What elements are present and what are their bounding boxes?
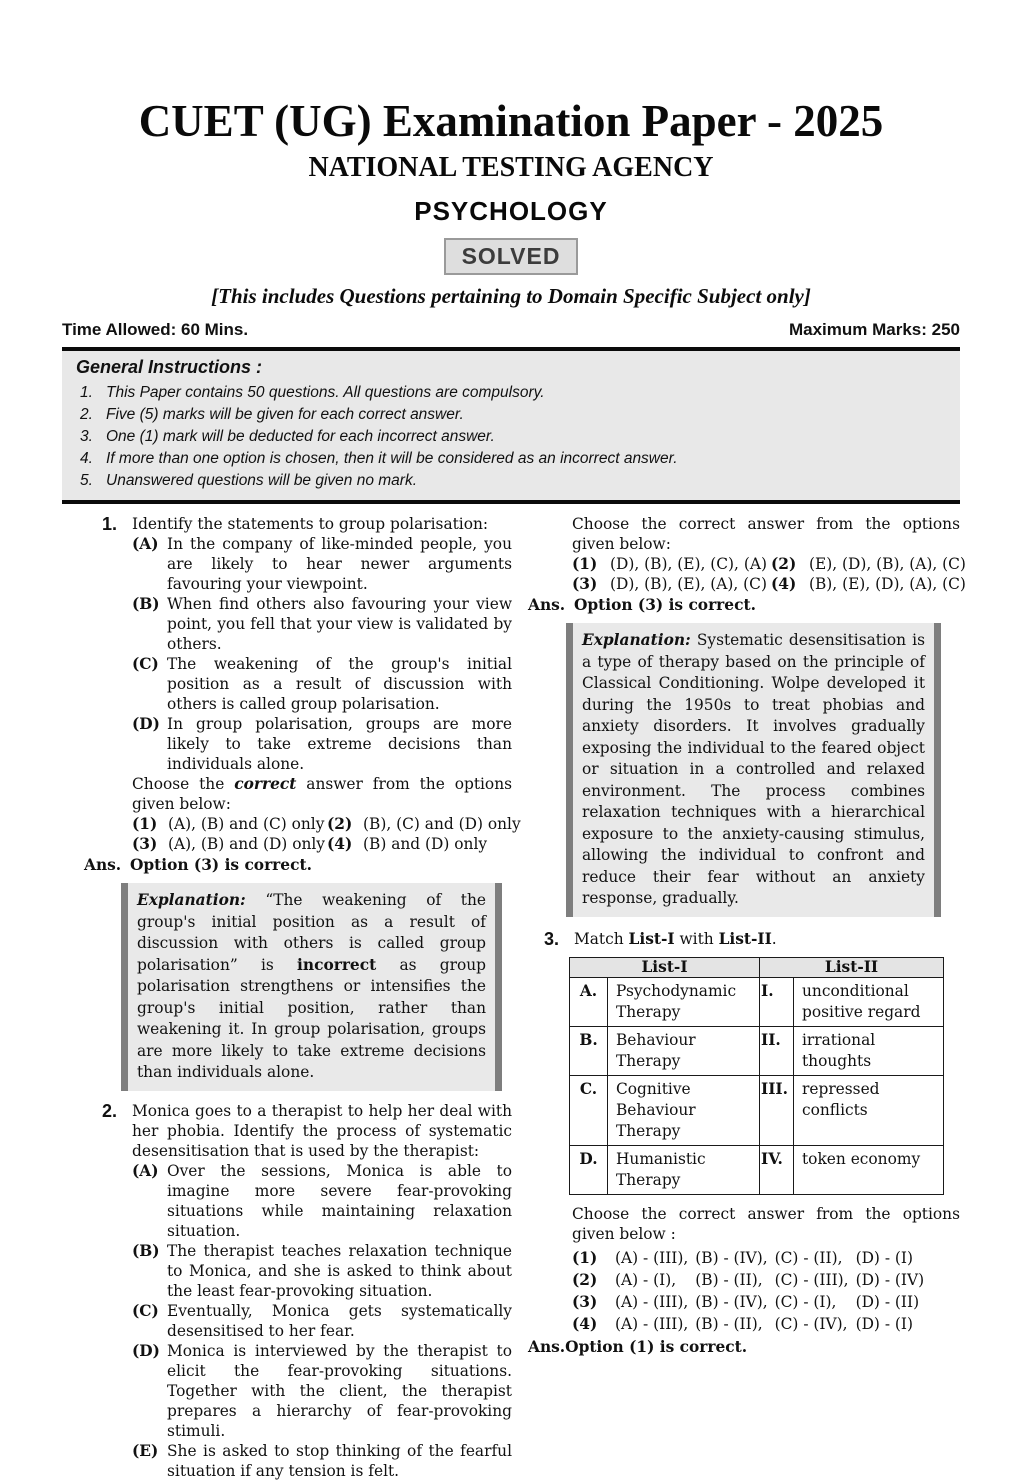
instruction-item: [76, 426, 946, 448]
question-number: 3.: [544, 928, 560, 949]
q3-head-list1: List-I: [628, 929, 675, 948]
row-letter: A.: [570, 977, 608, 1026]
list2-cell: unconditional positive regard: [794, 977, 944, 1026]
question-2: [84, 1101, 512, 1481]
statement-text: The therapist teaches relaxation technique to Monica, and she is asked to think about the least fear-provoking situation.: [167, 1241, 512, 1300]
choose-correct-line: [572, 514, 960, 554]
table-row: [570, 1145, 944, 1194]
choose-pre: Choose the: [572, 515, 679, 534]
choose-pre: Choose the: [132, 775, 235, 794]
instruction-item: [76, 382, 946, 404]
statement-label: (E): [132, 1441, 159, 1460]
option-pair: (B) - (IV),: [695, 1248, 768, 1267]
q3-head-end: .: [771, 929, 777, 948]
choose-post: answer from the options given below:: [572, 515, 960, 554]
explanation-label: Explanation:: [582, 631, 691, 650]
table-row: [570, 977, 944, 1026]
statement-label: (C): [132, 655, 159, 674]
right-column: [528, 514, 966, 1481]
q3-head-mid: with: [674, 929, 719, 948]
option-number: (4): [770, 575, 797, 594]
statement-text: Over the sessions, Monica is able to imagine more severe fear-provoking situations while maintaining relaxation situation.: [167, 1161, 512, 1240]
scope-note: [This includes Questions pertaining to Domain Specific Subject only]: [211, 284, 811, 309]
option-number: (2): [327, 815, 353, 834]
option-number: (1): [572, 555, 598, 574]
row-roman: II.: [760, 1026, 794, 1075]
meta-row: [62, 320, 960, 340]
question-2-explanation-box: [566, 623, 941, 917]
option-text: (A), (B) and (D) only: [168, 835, 325, 854]
list2-cell: repressed conflicts: [794, 1075, 944, 1145]
instruction-text: Unanswered questions will be given no mark.: [106, 472, 418, 490]
row-roman: IV.: [760, 1145, 794, 1194]
option-number: (2): [572, 1270, 598, 1289]
option-pair: (C) - (I),: [774, 1292, 837, 1311]
question-number: 1.: [102, 514, 118, 535]
choose-em: correct: [678, 515, 736, 534]
option-number: (2): [770, 555, 797, 574]
row-letter: B.: [570, 1026, 608, 1075]
agency-title: NATIONAL TESTING AGENCY: [308, 152, 714, 184]
option-pair: (D) - (II): [855, 1292, 920, 1311]
question-1-options: [132, 814, 521, 854]
option-number: (1): [572, 1248, 598, 1267]
instruction-number: 1.: [80, 384, 93, 402]
option-text: (B), (E), (D), (A), (C): [808, 575, 966, 594]
question-1-head: [84, 514, 512, 534]
option-text: (E), (D), (B), (A), (C): [808, 555, 966, 574]
question-2-continuation: [528, 514, 966, 917]
option-pair: (D) - (I): [855, 1314, 913, 1333]
answer-text: Option (3) is correct.: [574, 596, 756, 615]
page-title: CUET (UG) Examination Paper - 2025: [138, 96, 884, 146]
statement-label: (A): [132, 535, 159, 554]
list1-cell: Behaviour Therapy: [608, 1026, 760, 1075]
question-text: Identify the statements to group polarisation:: [132, 515, 489, 534]
instructions-title: General Instructions :: [76, 357, 263, 378]
statement-label: (B): [132, 595, 160, 614]
choose-correct-line: [572, 1204, 960, 1244]
question-3-head: [528, 929, 960, 949]
row-letter: D.: [570, 1145, 608, 1194]
option-pair: (B) - (II),: [695, 1314, 763, 1333]
maximum-marks: Maximum Marks: 250: [788, 320, 960, 340]
option-text: (D), (B), (E), (A), (C): [610, 575, 767, 594]
statement-c: [132, 1301, 512, 1341]
row-roman: III.: [760, 1075, 794, 1145]
choose-em: correct: [678, 1204, 736, 1223]
list1-cell: Psychodynamic Therapy: [608, 977, 760, 1026]
answer-label: Ans.: [528, 596, 566, 615]
question-2-answer: [528, 595, 960, 615]
option-number: (3): [572, 575, 598, 594]
explanation-post: as group polarisation strengthens or intensifies the group's initial position, rather than weakening it. In group polarisation, groups are more likely to take extreme decisions than individuals alone.: [137, 955, 486, 1082]
option-pair: (D) - (I): [855, 1248, 913, 1267]
time-allowed: Time Allowed: 60 Mins.: [62, 320, 249, 340]
choose-post: answer from the options given below:: [132, 775, 512, 814]
option-number: (1): [132, 815, 158, 834]
option-pair: (A) - (III),: [615, 1314, 689, 1333]
explanation-pre: “The weakening of the group's initial position as a result of discussion with others is called group polarisation” is: [137, 891, 486, 974]
option-pair: (B) - (II),: [695, 1270, 763, 1289]
statement-label: (C): [132, 1301, 159, 1320]
statement-d: [132, 1341, 512, 1441]
instruction-text: One (1) mark will be deducted for each incorrect answer.: [106, 428, 495, 446]
option-text: (D), (B), (E), (C), (A): [610, 555, 767, 574]
option-number: (3): [132, 835, 158, 854]
instruction-item: [76, 404, 946, 426]
statement-e: [132, 1441, 512, 1481]
statement-text: She is asked to stop thinking of the fearful situation if any tension is felt.: [167, 1441, 512, 1480]
left-column: [84, 514, 521, 1481]
option-pair: (C) - (III),: [774, 1270, 849, 1289]
solved-badge: SOLVED: [444, 238, 579, 275]
question-1: [84, 514, 521, 1091]
badge-row: [62, 227, 960, 275]
question-text: [574, 929, 960, 949]
list1-cell: Humanistic Therapy: [608, 1145, 760, 1194]
option-text: (B), (C) and (D) only: [363, 815, 521, 834]
instruction-text: Five (5) marks will be given for each correct answer.: [106, 406, 464, 424]
question-text: Monica goes to a therapist to help her deal with her phobia. Identify the process of systematic desensitisation that is used by the therapist:: [132, 1101, 512, 1160]
content-columns: [62, 514, 966, 1481]
statement-a: [132, 534, 512, 594]
statement-b: [132, 594, 512, 654]
explanation-text: Systematic desensitisation is a type of therapy based on the principle of Classical Conditioning. Wolpe developed it during the 1950s to treat phobias and anxiety disorders. It involves gradually exposing the individual to the feared object or situation in a controlled and relaxed environment. The process combines relaxation techniques with a hierarchical exposure to the anxiety-causing stimulus, allowing the individual to confront and reduce their fear without an anxiety response, gradually.: [582, 631, 925, 908]
answer-text: Option (1) is correct.: [565, 1337, 748, 1356]
option-pair: (C) - (IV),: [774, 1314, 848, 1333]
row-roman: I.: [760, 977, 794, 1026]
option-number: (3): [572, 1292, 598, 1311]
option-pair: (A) - (I),: [615, 1270, 677, 1289]
list1-cell: Cognitive Behaviour Therapy: [608, 1075, 760, 1145]
answer-label: Ans.: [528, 1337, 566, 1356]
table-header-row: [570, 957, 944, 977]
explanation-label: Explanation:: [137, 891, 246, 910]
option-pair: (A) - (III),: [615, 1248, 689, 1267]
choose-em: correct: [234, 775, 297, 794]
question-1-answer: [84, 855, 512, 875]
option-text: (A), (B) and (C) only: [168, 815, 325, 834]
instruction-number: 3.: [80, 428, 93, 446]
option-pair: (D) - (IV): [855, 1270, 925, 1289]
option-number: (4): [327, 835, 353, 854]
question-3: [528, 929, 960, 1357]
instruction-item: [76, 448, 946, 470]
option-text: (B) and (D) only: [363, 835, 488, 854]
statement-text: In the company of like-minded people, you are likely to hear newer arguments favouring your viewpoint.: [167, 535, 512, 594]
instruction-number: 2.: [80, 406, 93, 424]
statement-label: (A): [132, 1161, 159, 1180]
statement-c: [132, 654, 512, 714]
instruction-text: This Paper contains 50 questions. All questions are compulsory.: [106, 384, 545, 402]
statement-label: (B): [132, 1241, 160, 1260]
statement-d: [132, 714, 512, 774]
list2-cell: irrational thoughts: [794, 1026, 944, 1075]
statement-a: [132, 1161, 512, 1241]
choose-post: answer from the options given below :: [572, 1204, 960, 1243]
q3-head-pre: Match: [574, 929, 629, 948]
table-row: [570, 1075, 944, 1145]
question-number: 2.: [102, 1100, 118, 1121]
statement-text: Monica is interviewed by the therapist to elicit the fear-provoking situations. Together with the client, the therapist prepares a hierarchy of fear-provoking stimuli.: [167, 1341, 512, 1440]
instruction-number: 5.: [80, 472, 93, 490]
statement-text: The weakening of the group's initial position as a result of discussion with others is called group polarisation.: [167, 655, 512, 714]
option-pair: (B) - (IV),: [695, 1292, 768, 1311]
list2-header: List-II: [760, 957, 944, 977]
statement-text: In group polarisation, groups are more likely to take extreme decisions than individuals alone.: [167, 715, 512, 774]
list2-cell: token economy: [794, 1145, 944, 1194]
explanation-bold: incorrect: [297, 955, 377, 974]
general-instructions-box: [62, 347, 960, 504]
instruction-number: 4.: [80, 450, 93, 468]
header: [62, 96, 960, 340]
list1-header: List-I: [570, 957, 760, 977]
question-3-options: [572, 1247, 960, 1335]
question-2-options: [572, 554, 966, 594]
question-2-head: [84, 1101, 512, 1161]
match-table: [569, 957, 944, 1195]
answer-text: Option (3) is correct.: [130, 856, 312, 875]
column-gap: [512, 514, 528, 1481]
answer-label: Ans.: [84, 856, 122, 875]
statement-b: [132, 1241, 512, 1301]
statement-text: When find others also favouring your view point, you fell that your view is validated by others.: [167, 595, 512, 654]
instruction-item: [76, 470, 946, 492]
instruction-text: If more than one option is chosen, then it will be considered as an incorrect answer.: [106, 450, 678, 468]
question-3-answer: [528, 1337, 960, 1357]
question-1-explanation-box: [121, 883, 502, 1091]
choose-pre: Choose the: [572, 1204, 679, 1223]
row-letter: C.: [570, 1075, 608, 1145]
statement-label: (D): [132, 715, 160, 734]
table-row: [570, 1026, 944, 1075]
option-number: (4): [572, 1314, 598, 1333]
q3-head-list2: List-II: [718, 929, 772, 948]
statement-text: Eventually, Monica gets systematically desensitised to her fear.: [167, 1301, 512, 1340]
statement-label: (D): [132, 1341, 160, 1360]
option-pair: (A) - (III),: [615, 1292, 689, 1311]
choose-correct-line: [132, 774, 512, 814]
subject-title: PSYCHOLOGY: [414, 196, 608, 227]
option-pair: (C) - (II),: [774, 1248, 843, 1267]
